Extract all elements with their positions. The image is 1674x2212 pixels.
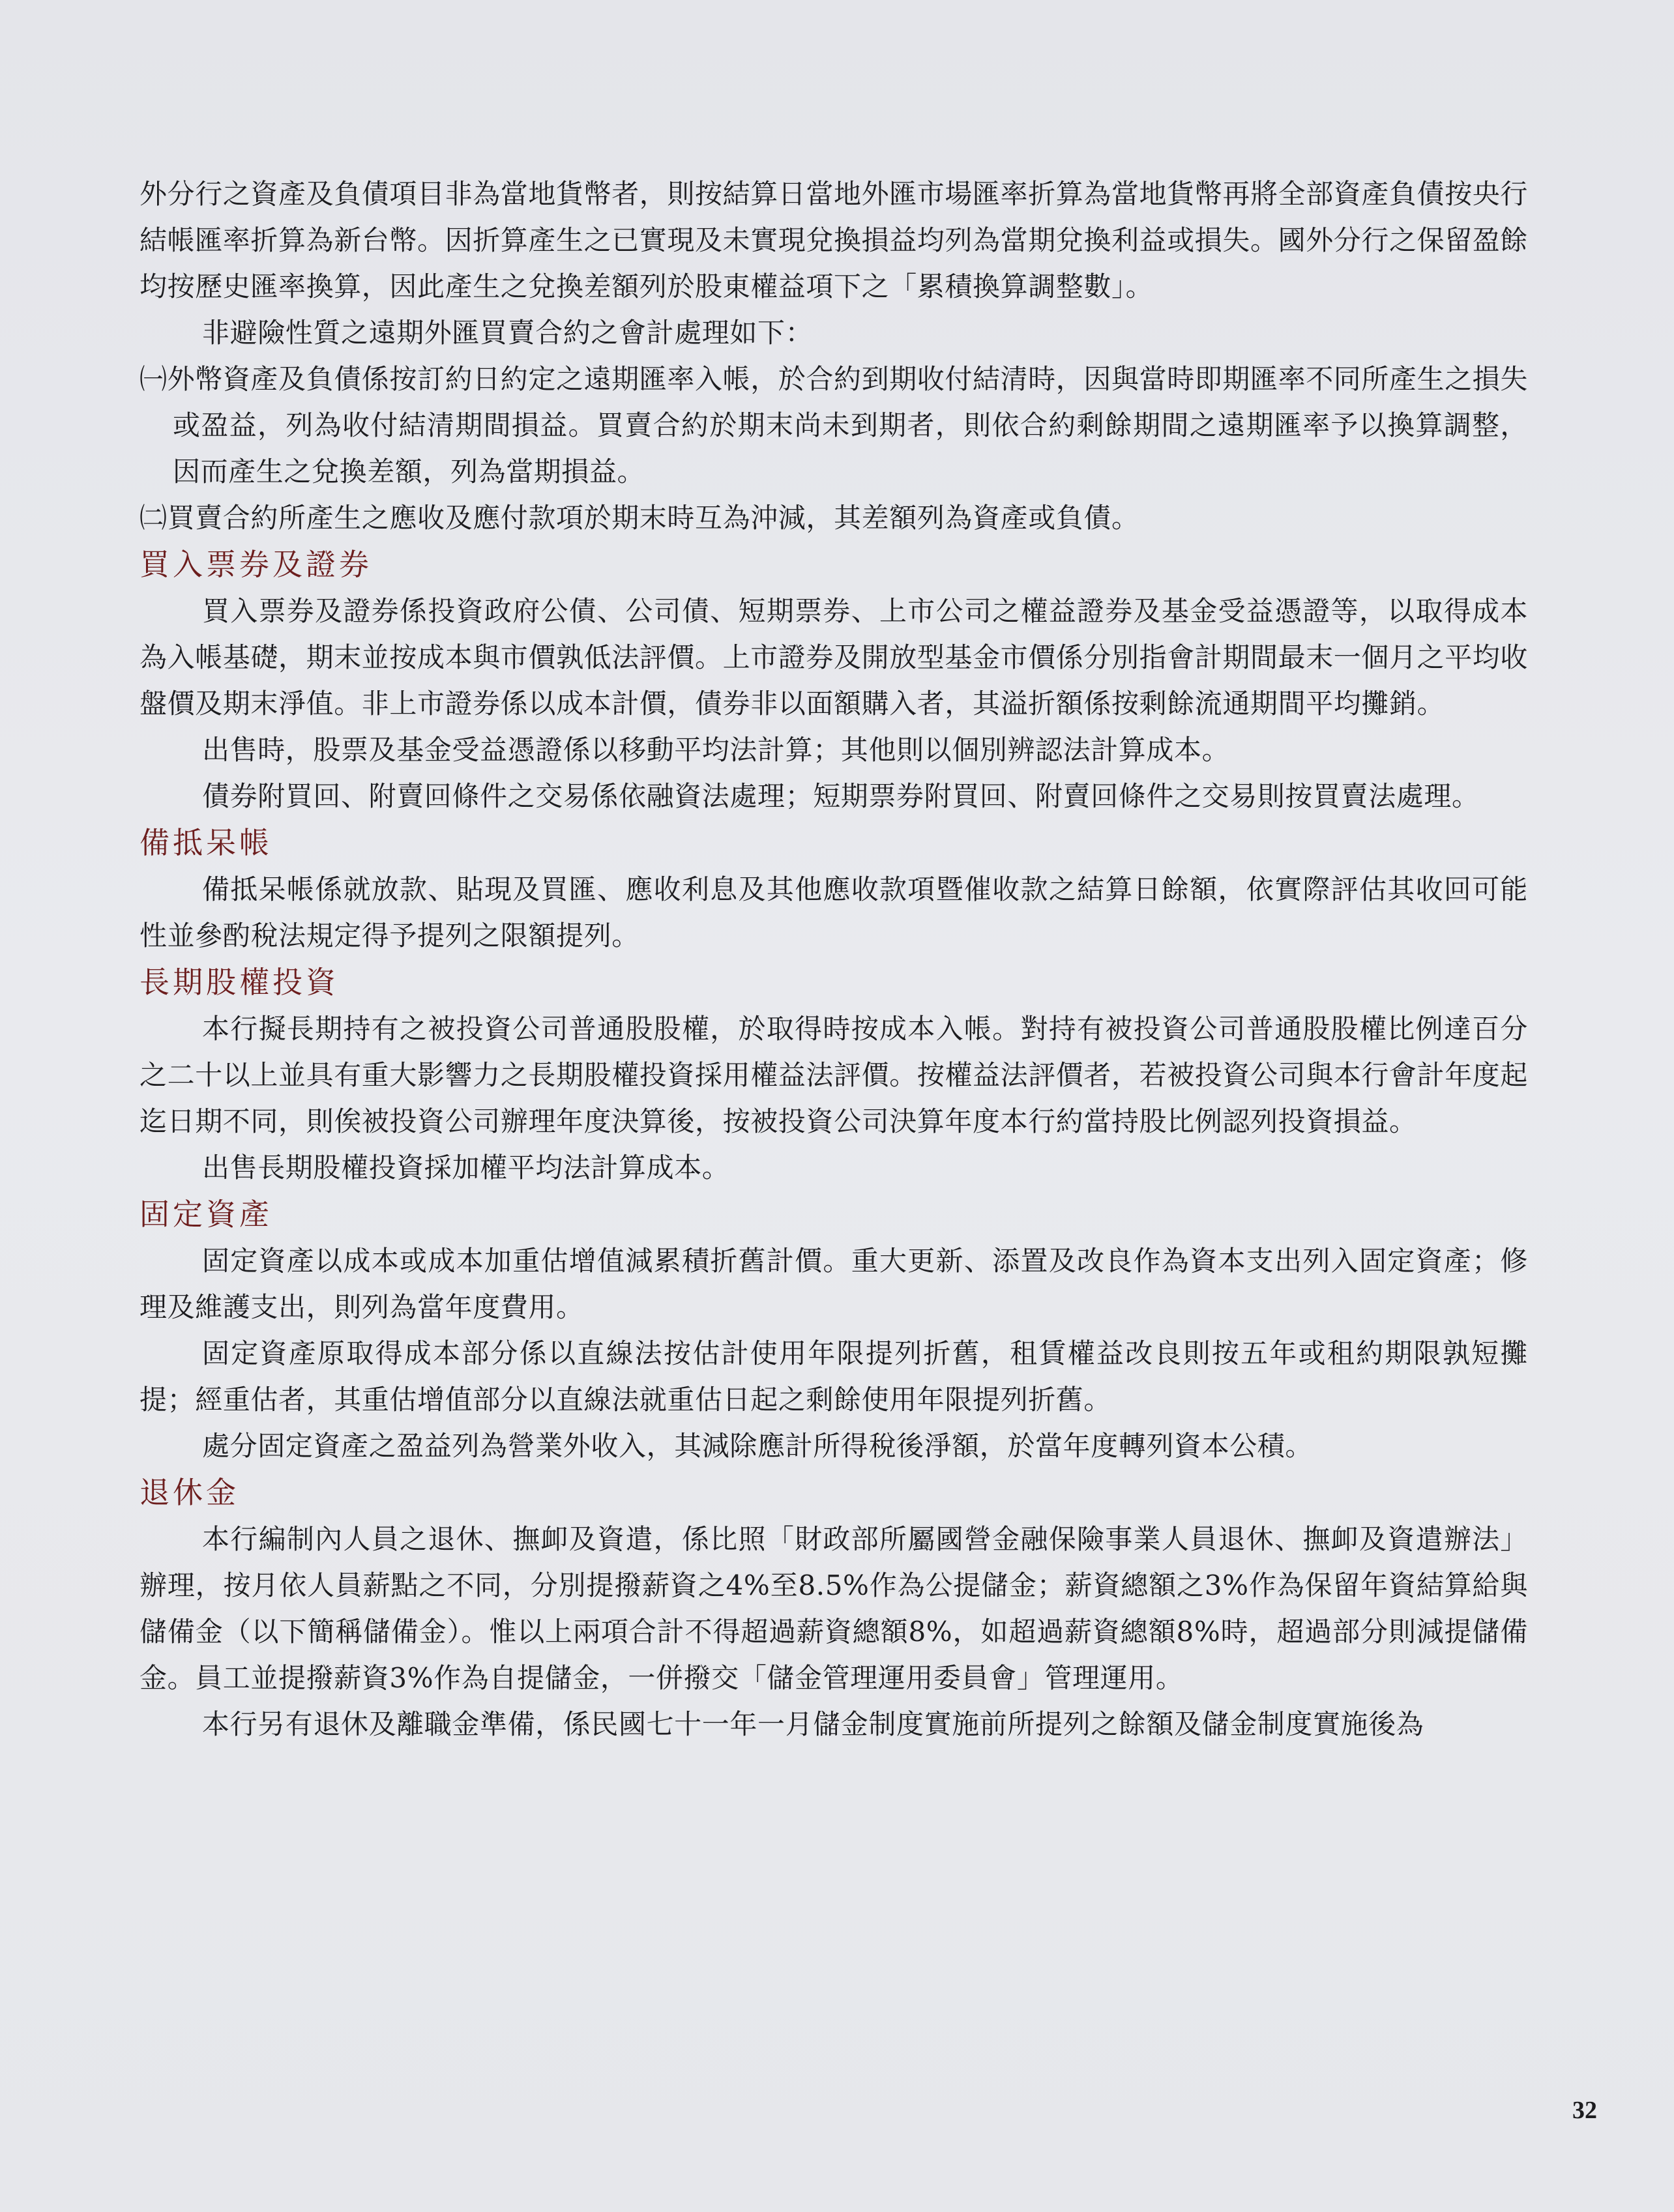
intro-paragraph-continued: 外分行之資產及負債項目非為當地貨幣者，則按結算日當地外匯市場匯率折算為當地貨幣再將全部資產負債按央行結帳匯率折算為新台幣。因折算產生之已實現及未實現兌換損益均列為當期兌換利益或損失。國外分行之保留盈餘均按歷史匯率換算，因此產生之兌換差額列於股東權益項下之「累積換算調整數」。 bbox=[140, 178, 1529, 302]
page-number: 32 bbox=[1572, 2097, 1597, 2124]
fixed-assets-paragraph-3: 處分固定資產之盈益列為營業外收入，其減除應計所得稅後淨額，於當年度轉列資本公積。 bbox=[202, 1430, 1314, 1462]
equity-paragraph-2: 出售長期股權投資採加權平均法計算成本。 bbox=[202, 1152, 730, 1184]
intro-paragraph-forward-contracts: 非避險性質之遠期外匯買賣合約之會計處理如下： bbox=[202, 317, 814, 349]
section-heading-retirement: 退休金 bbox=[140, 1475, 239, 1510]
equity-paragraph-1: 本行擬長期持有之被投資公司普通股股權，於取得時按成本入帳。對持有被投資公司普通股股權比例達百分之二十以上並具有重大影響力之長期股權投資採用權益法評價。按權益法評價者，若被投資公司與本行會計年度起迄日期不同，則俟被投資公司辦理年度決算後，按被投資公司決算年度本行約當持股比例認列投資損益。 bbox=[140, 1013, 1529, 1137]
list-item-1: ㈠外幣資產及負債係按訂約日約定之遠期匯率入帳，於合約到期收付結清時，因與當時即期匯率不同所產生之損失或盈益，列為收付結清期間損益。買賣合約於期末尚未到期者，則依合約剩餘期間之遠期匯率予以換算調整，因而產生之兌換差額，列為當期損益。 bbox=[140, 363, 1529, 488]
section-heading-fixed-assets: 固定資產 bbox=[140, 1197, 272, 1232]
fixed-assets-paragraph-2: 固定資產原取得成本部分係以直線法按估計使用年限提列折舊，租賃權益改良則按五年或租約期限孰短攤提；經重估者，其重估增值部分以直線法就重估日起之剩餘使用年限提列折舊。 bbox=[140, 1337, 1528, 1416]
securities-paragraph-3: 債券附買回、附賣回條件之交易係依融資法處理；短期票券附買回、附賣回條件之交易則按買賣法處理。 bbox=[202, 780, 1480, 812]
fixed-assets-paragraph-1: 固定資產以成本或成本加重估增值減累積折舊計價。重大更新、添置及改良作為資本支出列入固定資產；修理及維護支出，則列為當年度費用。 bbox=[140, 1245, 1528, 1323]
section-heading-equity-investment: 長期股權投資 bbox=[140, 965, 339, 1000]
securities-paragraph-1: 買入票券及證券係投資政府公債、公司債、短期票券、上市公司之權益證券及基金受益憑證等，以取得成本為入帳基礎，期末並按成本與市價孰低法評價。上市證券及開放型基金市價係分別指會計期間最末一個月之平均收盤價及期末淨值。非上市證券係以成本計價，債券非以面額購入者，其溢折額係按剩餘流通期間平均攤銷。 bbox=[140, 595, 1529, 720]
section-heading-securities: 買入票券及證券 bbox=[140, 547, 372, 582]
retirement-paragraph-2: 本行另有退休及離職金準備，係民國七十一年一月儲金制度實施前所提列之餘額及儲金制度實施後為 bbox=[202, 1708, 1424, 1740]
retirement-paragraph-1: 本行編制內人員之退休、撫卹及資遣，係比照「財政部所屬國營金融保險事業人員退休、撫卹及資遣辦法」辦理，按月依人員薪點之不同，分別提撥薪資之4%至8.5%作為公提儲金；薪資總額之3%作為保留年資結算給與儲備金（以下簡稱儲備金）。惟以上兩項合計不得超過薪資總額8%，如超過薪資總額8%時，超過部分則減提儲備金。員工並提撥薪資3%作為自提儲金，一併撥交「儲金管理運用委員會」管理運用。 bbox=[140, 1523, 1528, 1694]
bad-debt-paragraph-1: 備抵呆帳係就放款、貼現及買匯、應收利息及其他應收款項暨催收款之結算日餘額，依實際評估其收回可能性並參酌稅法規定得予提列之限額提列。 bbox=[140, 873, 1528, 952]
section-heading-bad-debt: 備抵呆帳 bbox=[140, 825, 272, 860]
securities-paragraph-2: 出售時，股票及基金受益憑證係以移動平均法計算；其他則以個別辨認法計算成本。 bbox=[202, 734, 1230, 766]
list-item-2: ㈡買賣合約所產生之應收及應付款項於期末時互為沖減，其差額列為資產或負債。 bbox=[140, 502, 1139, 534]
page-body bbox=[140, 171, 1528, 1747]
